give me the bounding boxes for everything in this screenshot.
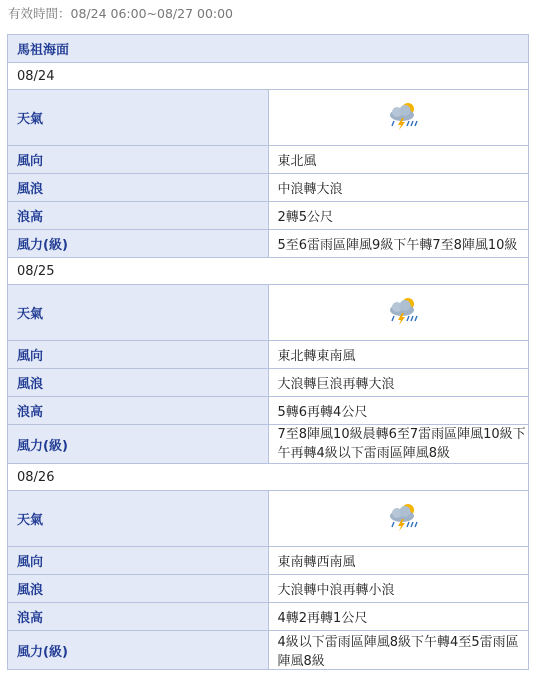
date-label: 08/24 [8, 63, 529, 90]
wind-force-label: 風力(級) [8, 631, 269, 670]
wind-direction-label: 風向 [8, 146, 269, 174]
wave-label: 風浪 [8, 174, 269, 202]
wave-value: 大浪轉中浪再轉小浪 [268, 575, 529, 603]
wind-force-row [8, 425, 529, 464]
weather-row [8, 285, 529, 341]
wind-direction-row [8, 341, 529, 369]
wind-force-row [8, 230, 529, 258]
wind-direction-row [8, 547, 529, 575]
validity-period: 有效時間：08/24 06:00~08/27 00:00 [8, 6, 234, 21]
weather-label: 天氣 [8, 491, 269, 547]
wave-label: 風浪 [8, 575, 269, 603]
date-label: 08/25 [8, 258, 529, 285]
wave-row [8, 174, 529, 202]
wind-direction-label: 風向 [8, 341, 269, 369]
wind-force-value: 5至6雷雨區陣風9級下午轉7至8陣風10級 [268, 230, 529, 258]
thunderstorm-icon [385, 101, 421, 131]
weather-label: 天氣 [8, 90, 269, 146]
wind-force-label: 風力(級) [8, 230, 269, 258]
wind-direction-value: 東南轉西南風 [268, 547, 529, 575]
wave-height-value: 2轉5公尺 [268, 202, 529, 230]
wind-force-row [8, 631, 529, 670]
weather-cell [268, 285, 529, 341]
wave-height-label: 浪高 [8, 202, 269, 230]
weather-cell [268, 90, 529, 146]
wind-force-label: 風力(級) [8, 425, 269, 464]
weather-row [8, 491, 529, 547]
wave-row [8, 369, 529, 397]
wave-height-value: 4轉2再轉1公尺 [268, 603, 529, 631]
wind-direction-value: 東北風 [268, 146, 529, 174]
wind-direction-row [8, 146, 529, 174]
wave-height-row [8, 603, 529, 631]
wave-height-value: 5轉6再轉4公尺 [268, 397, 529, 425]
wave-row [8, 575, 529, 603]
wind-force-value: 7至8陣風10級晨轉6至7雷雨區陣風10級下午再轉4級以下雷雨區陣風8級 [268, 425, 529, 464]
wind-direction-value: 東北轉東南風 [268, 341, 529, 369]
weather-label: 天氣 [8, 285, 269, 341]
wave-height-row [8, 397, 529, 425]
wave-value: 中浪轉大浪 [268, 174, 529, 202]
wave-height-label: 浪高 [8, 397, 269, 425]
wave-label: 風浪 [8, 369, 269, 397]
date-row [8, 464, 529, 491]
weather-cell [268, 491, 529, 547]
wave-height-row [8, 202, 529, 230]
wind-force-value: 4級以下雷雨區陣風8級下午轉4至5雷雨區陣風8級 [268, 631, 529, 670]
wave-height-label: 浪高 [8, 603, 269, 631]
region-title: 馬祖海面 [8, 35, 529, 63]
weather-row [8, 90, 529, 146]
thunderstorm-icon [385, 502, 421, 532]
marine-forecast-table [7, 34, 529, 670]
thunderstorm-icon [385, 296, 421, 326]
date-row [8, 258, 529, 285]
region-row [8, 35, 529, 63]
date-label: 08/26 [8, 464, 529, 491]
wind-direction-label: 風向 [8, 547, 269, 575]
date-row [8, 63, 529, 90]
wave-value: 大浪轉巨浪再轉大浪 [268, 369, 529, 397]
